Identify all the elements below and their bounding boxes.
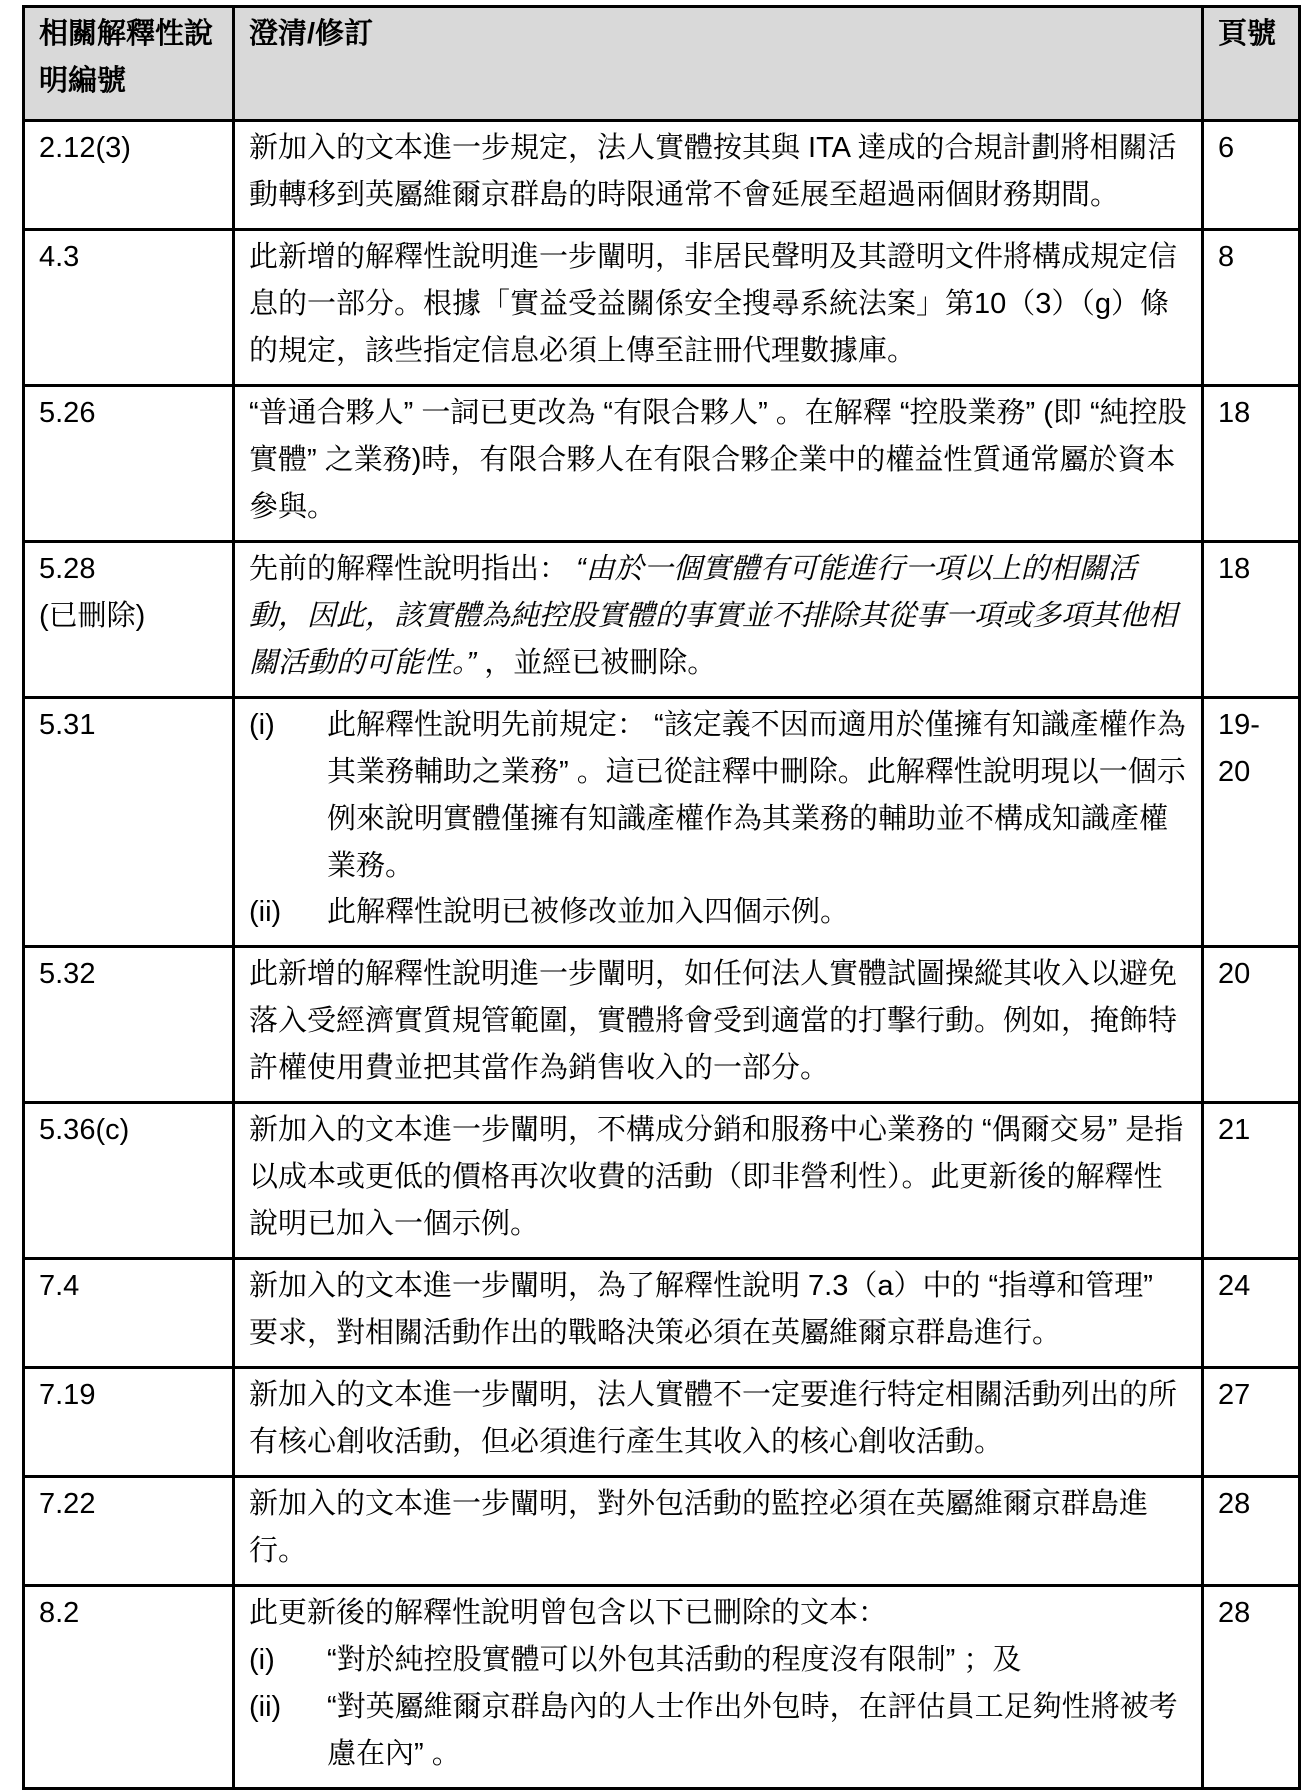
- text-segment: ，並經已被刪除。: [476, 646, 717, 679]
- page-number-cell: 28: [1203, 1586, 1300, 1789]
- list-item-text: [327, 1684, 1187, 1778]
- ref-number-cell: [24, 120, 234, 229]
- text-segment: 新加入的文本進一步闡明，法人實體不一定要進行特定相關活動列出的所有核心創收活動，但必須進行產生其收入的核心創收活動。: [249, 1379, 1178, 1459]
- ref-number-line: 5.28: [39, 552, 96, 585]
- ref-number-line: 5.26: [39, 396, 96, 429]
- list-item-text: [327, 702, 1187, 890]
- text-segment: 此解釋性說明已被修改並加入四個示例。: [327, 896, 850, 929]
- page-number-cell: 21: [1203, 1103, 1300, 1259]
- clarification-cell: [234, 229, 1203, 385]
- text-segment: 此解釋性說明先前規定： “該定義不因而適用於僅擁有知識產權作為其業務輔助之業務” 。這已從註釋中刪除。此解釋性說明現以一個示例來說明實體僅擁有知識產權作為其業務的輔助並不構成知識產權業務。: [327, 708, 1186, 882]
- paragraph: [249, 390, 1187, 531]
- table-body: [24, 120, 1300, 1788]
- table-row: [24, 120, 1300, 229]
- header-ref-number: 相關解釋性說明編號: [24, 7, 234, 121]
- clarification-cell: [234, 697, 1203, 947]
- clarification-cell: [234, 1586, 1203, 1789]
- ref-number-line: 4.3: [39, 240, 80, 273]
- clarification-cell: [234, 541, 1203, 697]
- table-header-row: [24, 7, 1300, 121]
- table-row: [24, 1103, 1300, 1259]
- text-segment: 新加入的文本進一步闡明，對外包活動的監控必須在英屬維爾京群島進行。: [249, 1488, 1149, 1568]
- text-segment: “普通合夥人” 一詞已更改為 “有限合夥人” 。在解釋 “控股業務” (即 “純控股實體” 之業務)時，有限合夥人在有限合夥企業中的權益性質通常屬於資本參與。: [249, 396, 1187, 523]
- text-segment: 此更新後的解釋性說明曾包含以下已刪除的文本：: [249, 1597, 888, 1630]
- paragraph: [249, 546, 1187, 687]
- list-marker: (i): [249, 1644, 275, 1677]
- ref-number-cell: [24, 1368, 234, 1477]
- text-segment: 新加入的文本進一步規定，法人實體按其與 ITA 達成的合規計劃將相關活動轉移到英屬維爾京群島的時限通常不會延展至超過兩個財務期間。: [249, 131, 1177, 211]
- ref-number-line: 7.22: [39, 1488, 96, 1521]
- page: [0, 5, 1303, 1781]
- table-row: [24, 229, 1300, 385]
- table-row: [24, 947, 1300, 1103]
- ref-number-cell: [24, 947, 234, 1103]
- text-segment: “對於純控股實體可以外包其活動的程度沒有限制” ；及: [327, 1644, 1022, 1677]
- ref-number-line: 7.4: [39, 1270, 80, 1303]
- table-row: [24, 385, 1300, 541]
- clarifications-table: [22, 5, 1301, 1790]
- paragraph: [249, 1107, 1187, 1248]
- ref-number-cell: [24, 385, 234, 541]
- text-segment: “對英屬維爾京群島內的人士作出外包時，在評估員工足夠性將被考慮在內” 。: [327, 1691, 1178, 1770]
- list-item: [249, 702, 1187, 890]
- ref-number-line: (已刪除): [39, 599, 146, 632]
- list-item: [249, 1684, 1187, 1778]
- table-row: [24, 1259, 1300, 1368]
- clarification-cell: [234, 1259, 1203, 1368]
- table-row: [24, 1586, 1300, 1789]
- paragraph: [249, 1590, 1187, 1637]
- table-row: [24, 1477, 1300, 1586]
- clarification-cell: [234, 1103, 1203, 1259]
- page-number-cell: 6: [1203, 120, 1300, 229]
- header-page-number: 頁號: [1203, 7, 1300, 121]
- list-marker: (ii): [249, 1691, 282, 1723]
- text-segment: “由於一個實體有可能進行一項以上的相關活動，因此，該實體為純控股實體的事實並不排除其從事一項或多項其他相關活動的可能性。”: [249, 552, 1178, 679]
- ref-number-cell: [24, 229, 234, 385]
- paragraph: [249, 1372, 1187, 1466]
- paragraph: [249, 125, 1187, 219]
- text-segment: 先前的解釋性說明指出：: [249, 552, 577, 585]
- text-segment: 新加入的文本進一步闡明，為了解釋性說明 7.3（a）中的 “指導和管理” 要求，對相關活動作出的戰略決策必須在英屬維爾京群島進行。: [249, 1270, 1153, 1350]
- page-number-cell: 27: [1203, 1368, 1300, 1477]
- ref-number-line: 5.31: [39, 708, 96, 741]
- list-item: [249, 889, 1187, 936]
- ref-number-cell: [24, 541, 234, 697]
- table-row: [24, 1368, 1300, 1477]
- page-number-cell: 18: [1203, 541, 1300, 697]
- ref-number-cell: [24, 1259, 234, 1368]
- page-number-cell: 20: [1203, 947, 1300, 1103]
- ref-number-line: 5.36(c): [39, 1114, 130, 1147]
- ref-number-cell: [24, 1586, 234, 1789]
- paragraph: [249, 234, 1187, 375]
- clarification-cell: [234, 385, 1203, 541]
- list-item-text: [327, 1637, 1187, 1684]
- ref-number-line: 7.19: [39, 1379, 96, 1412]
- ref-number-cell: [24, 697, 234, 947]
- clarification-cell: [234, 1368, 1203, 1477]
- text-segment: 此新增的解釋性說明進一步闡明，如任何法人實體試圖操縱其收入以避免落入受經濟實質規管範圍，實體將會受到適當的打擊行動。例如，掩飾特許權使用費並把其當作為銷售收入的一部分。: [249, 958, 1178, 1085]
- text-segment: 此新增的解釋性說明進一步闡明，非居民聲明及其證明文件將構成規定信息的一部分。根據「實益受益關係安全搜尋系統法案」第10（3）（g）條的規定，該些指定信息必須上傳至註冊代理數據庫。: [249, 240, 1178, 367]
- ref-number-cell: [24, 1477, 234, 1586]
- page-number-cell: 19-20: [1203, 697, 1300, 947]
- ref-number-cell: [24, 1103, 234, 1259]
- page-number-cell: 24: [1203, 1259, 1300, 1368]
- list-item-text: [327, 889, 1187, 936]
- text-segment: 新加入的文本進一步闡明，不構成分銷和服務中心業務的 “偶爾交易” 是指以成本或更低的價格再次收費的活動（即非營利性）。此更新後的解釋性說明已加入一個示例。: [249, 1114, 1184, 1241]
- paragraph: [249, 1481, 1187, 1575]
- paragraph: [249, 951, 1187, 1092]
- list-marker: (ii): [249, 896, 282, 929]
- clarification-cell: [234, 1477, 1203, 1586]
- page-number-cell: 8: [1203, 229, 1300, 385]
- paragraph: [249, 1263, 1187, 1357]
- ref-number-line: 2.12(3): [39, 131, 131, 164]
- ref-number-line: 8.2: [39, 1597, 80, 1630]
- clarification-cell: [234, 120, 1203, 229]
- page-number-cell: 18: [1203, 385, 1300, 541]
- table-row: [24, 697, 1300, 947]
- clarification-cell: [234, 947, 1203, 1103]
- header-clarification: 澄清/修訂: [234, 7, 1203, 121]
- ref-number-line: 5.32: [39, 958, 96, 991]
- list-marker: (i): [249, 708, 275, 741]
- list-item: [249, 1637, 1187, 1684]
- table-row: [24, 541, 1300, 697]
- page-number-cell: 28: [1203, 1477, 1300, 1586]
